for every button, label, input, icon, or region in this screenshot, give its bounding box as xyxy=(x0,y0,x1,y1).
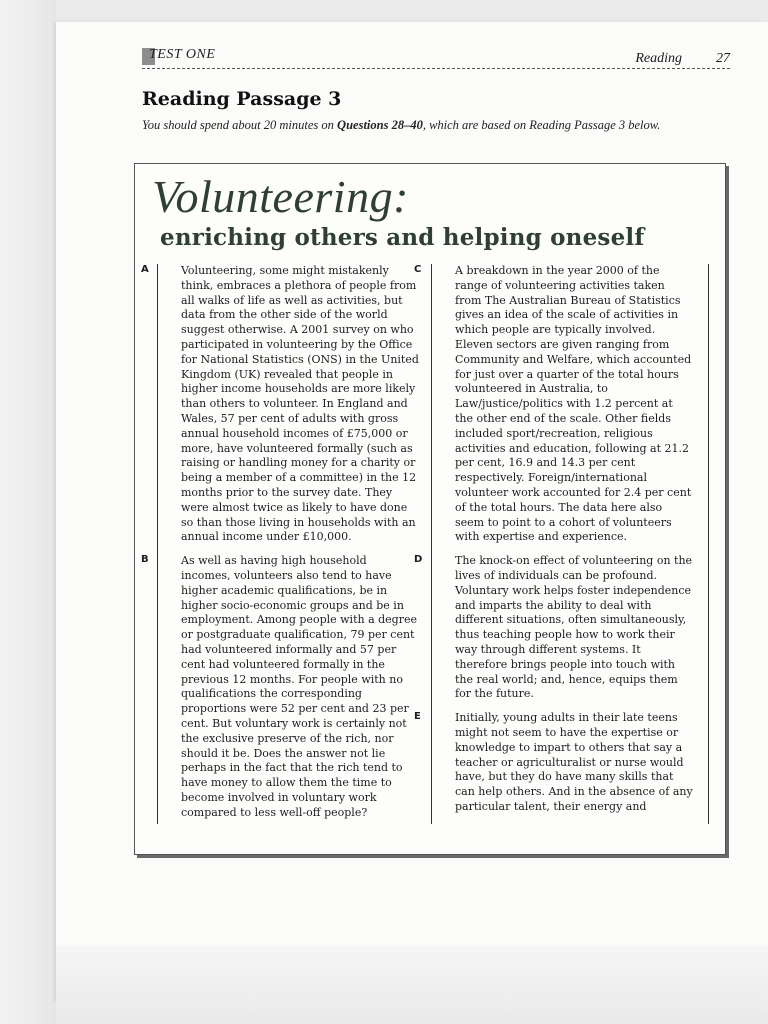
passage-title: Reading Passage 3 xyxy=(142,88,342,110)
scan-bottom-shade xyxy=(56,945,768,1024)
instructions-text-pre: You should spend about 20 minutes on xyxy=(142,118,338,132)
paragraph-c xyxy=(414,264,697,545)
paragraph-e xyxy=(414,711,697,815)
paragraph-a xyxy=(141,264,423,545)
paragraph-text: The knock-on effect of volunteering on the lives of individuals can be profound. Voluntary work helps foster independence and imparts the ability to deal with different situations, often simultaneously, thus teaching people how to work their way through different systems. It therefore brings people into touch with the real world; and, hence, equips them for the future. xyxy=(455,554,693,701)
paragraph-letter: E xyxy=(414,711,421,723)
running-header xyxy=(142,46,730,69)
article-subtitle: enriching others and helping oneself xyxy=(160,224,645,251)
left-column xyxy=(141,264,423,824)
article-box xyxy=(134,163,726,855)
paragraph-text: Initially, young adults in their late teens might not seem to have the expertise or knowledge to impart to others that say a teacher or agriculturalist or nurse would have, but they do have many skills that can help others. And in the absence of any particular talent, their energy and xyxy=(455,711,693,813)
paragraph-letter: C xyxy=(414,264,422,275)
section-label: Reading xyxy=(635,51,682,66)
paragraph-b xyxy=(141,554,423,820)
scan-page-edge xyxy=(0,0,56,1024)
passage-instructions xyxy=(142,118,722,133)
article-title: Volunteering: xyxy=(152,171,409,222)
paragraph-text: A breakdown in the year 2000 of the range of volunteering activities taken from The Australian Bureau of Statistics gives an idea of the scale of activities in which people are typically involved. Eleven sectors are given ranging from Community and Welfare, which accounted for just over a quarter of the total hours volunteered in Australia, to Law/justice/politics with 1.2 percent at the other end of the scale. Other fields included sport/recreation, religious activities and education, following at 21.2 per cent, 16.9 and 14.3 per cent respectively. Foreign/international volunteer work accounted for 2.4 per cent of the total hours. The data here also seem to point to a cohort of volunteers with expertise and experience. xyxy=(455,264,692,544)
right-column xyxy=(414,264,697,824)
page-number: 27 xyxy=(716,51,730,66)
paragraph-letter: B xyxy=(141,554,149,566)
instructions-text-post: , which are based on Reading Passage 3 below. xyxy=(422,118,661,132)
paragraph-text: As well as having high household incomes, volunteers also tend to have higher academic qualifications, be in higher socio-economic groups and be in employment. Among people with a degree or postgraduate qualification, 79 per cent had volunteered informally and 57 per cent had volunteered formally in the previous 12 months. For people with no qualifications the corresponding proportions were 52 per cent and 23 per cent. But voluntary work is certainly not the exclusive preserve of the rich, nor should it be. Does the answer not lie perhaps in the fact that the rich tend to have money to allow them the time to become involved in voluntary work compared to less well-off people? xyxy=(181,554,417,819)
paragraph-letter: D xyxy=(414,554,423,566)
paragraph-text: Volunteering, some might mistakenly think, embraces a plethora of people from all walks of life as well as activities, but data from the other side of the world suggest otherwise. A 2001 survey on who participated in volunteering by the Office for National Statistics (ONS) in the United Kingdom (UK) revealed that people in higher income households are more likely than others to volunteer. In England and Wales, 57 per cent of adults with gross annual household incomes of £75,000 or more, have volunteered formally (such as raising or handling money for a charity or being a member of a committee) in the 12 months prior to the survey date. They were almost twice as likely to have done so than those living in households with an annual income under £10,000. xyxy=(181,264,419,544)
column-rule xyxy=(708,264,709,824)
paragraph-d xyxy=(414,554,697,702)
test-label: TEST ONE xyxy=(149,47,216,62)
paragraph-letter: A xyxy=(141,264,149,275)
instructions-questions: Questions 28–40 xyxy=(337,118,423,132)
